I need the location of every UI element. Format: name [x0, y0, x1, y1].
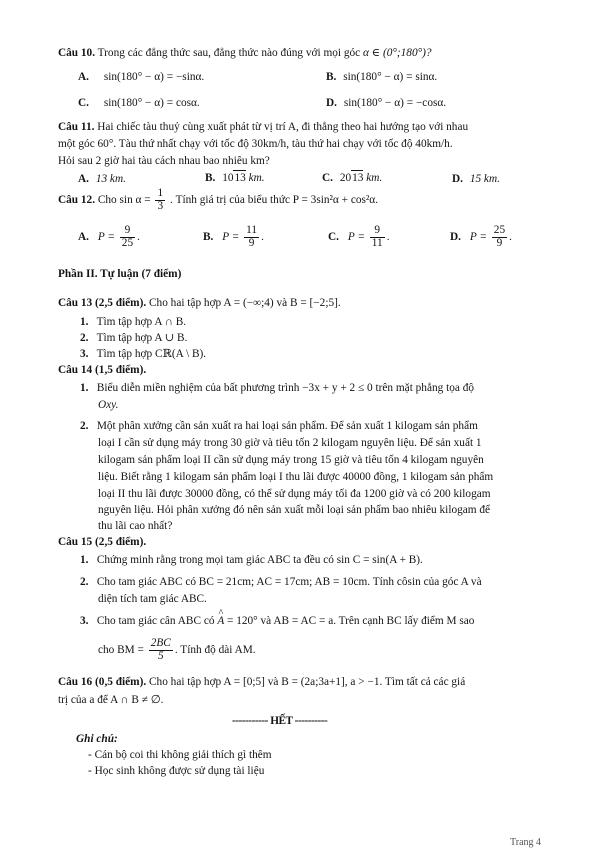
question-text: . Tính giá trị của biểu thức P = 3sin²α + cos²α.: [169, 193, 379, 206]
subitem-text: Một phân xưởng cần sản xuất ra hai loại sản phẩm. Để sản xuất 1 kilogam sản phẩm: [96, 420, 478, 432]
option-d: [326, 96, 446, 111]
option-text: sin(180° − α) = cosα.: [103, 97, 200, 109]
subitem-text: Tìm tập hợp A ∩ B.: [96, 316, 187, 328]
question-10: [58, 46, 432, 61]
option-label: B.: [326, 71, 337, 83]
option-text: km.: [245, 172, 265, 184]
note-item: - Học sinh không được sử dụng tài liệu: [88, 765, 265, 777]
subitem-number: 2.: [80, 420, 89, 432]
subitem-text: liệu. Biết rằng 1 kilogam sản phẩm loại I thu lãi được 40000 đồng, 1 kilogam sản phẩm: [98, 471, 494, 483]
fraction: [155, 188, 165, 213]
question-text: Hai chiếc tàu thuỷ cùng xuất phát từ vị trí A, đi thẳng theo hai hướng tạo với nhau: [97, 121, 469, 133]
subitem-number: 1.: [80, 316, 89, 328]
subitem-number: 2.: [80, 576, 89, 588]
option-d: [452, 172, 500, 187]
subitem-text: Cho tam giác ABC có BC = 21cm; AC = 17cm; AB = 10cm. Tính côsin của góc A và: [96, 576, 482, 588]
subitem-text: cho BM =: [98, 643, 144, 656]
question-label: Câu 13 (2,5 điểm).: [58, 297, 147, 309]
option-a: A. P = $\frac{9}{25}$ .: [78, 224, 140, 249]
fraction-numerator: 11: [246, 224, 258, 236]
sqrt-radicand: 13: [234, 172, 246, 184]
fraction-numerator: 25: [493, 224, 506, 236]
subitem: [80, 553, 423, 568]
option-b: [205, 170, 265, 186]
option-text: P =: [469, 230, 487, 243]
end-marker: ----------- HẾT ----------: [232, 715, 328, 727]
option-label: A.: [78, 173, 89, 185]
fraction-numerator: 9: [374, 224, 381, 236]
option-label: D.: [326, 97, 337, 109]
option-text: P =: [97, 230, 115, 243]
question-13: [58, 296, 341, 311]
fraction: [370, 225, 385, 250]
option-a: [78, 172, 126, 187]
question-text: Trong các đẳng thức sau, đẳng thức nào đúng với mọi góc: [97, 47, 361, 59]
note-item: - Cán bộ coi thi không giải thích gì thêm: [88, 749, 272, 761]
subitem: [80, 419, 478, 434]
subitem-number: 3.: [80, 348, 89, 360]
option-c: C. P = $\frac{9}{11}$ .: [328, 224, 390, 249]
subitem-text: Chứng minh rằng trong mọi tam giác ABC ta đều có sin C = sin(A + B).: [96, 554, 423, 566]
subitem-number: 2.: [80, 332, 89, 344]
subitem-text: Tìm tập hợp Cℝ(A \ B).: [96, 348, 207, 360]
option-label: C.: [328, 230, 339, 243]
section-heading: Phần II. Tự luận (7 điểm): [58, 268, 182, 280]
subitem-text: Tìm tập hợp A ∪ B.: [96, 332, 188, 344]
fraction-denominator: 9: [492, 237, 507, 250]
fraction: [244, 225, 259, 250]
question-12: [58, 188, 378, 213]
subitem-text: = 120° và AB = AC = a. Trên cạnh BC lấy điểm M sao: [227, 615, 475, 627]
subitem-continued: [98, 638, 256, 663]
question-15-label: Câu 15 (2,5 điểm).: [58, 536, 147, 548]
fraction-numerator: 1: [157, 187, 164, 199]
subitem-text: nguyên liệu. Hỏi phân xưởng đó nên sản xuất mỗi loại sản phẩm bao nhiêu kilogam để: [98, 504, 491, 516]
option-c: [78, 96, 200, 111]
fraction-numerator: 2BC: [150, 637, 171, 649]
subitem: [80, 315, 186, 330]
option-label: D.: [450, 230, 461, 243]
subitem: [80, 331, 187, 346]
subitem-text: kilogam sản phẩm loại II cần sử dụng máy trong 15 giờ và tiêu tốn 4 kilogam nguyên: [98, 454, 484, 466]
option-label: A.: [78, 71, 89, 83]
question-label: Câu 12.: [58, 193, 96, 206]
option-b: B. P = $\frac{11}{9}$ .: [203, 224, 264, 249]
subitem-number: 3.: [80, 615, 89, 627]
option-label: A.: [78, 230, 89, 243]
angle-hat-symbol: ^ A: [217, 614, 224, 629]
option-c: [322, 170, 382, 186]
question-text: Cho hai tập hợp A = (−∞;4) và B = [−2;5].: [149, 297, 341, 309]
question-text: Cho hai tập hợp A = [0;5] và B = (2a;3a+1], a > −1. Tìm tất cả các giá: [149, 676, 466, 688]
option-label: C.: [322, 172, 333, 184]
subitem-number: 1.: [80, 554, 89, 566]
question-label: Câu 10.: [58, 47, 96, 59]
question-16: [58, 675, 465, 690]
option-label: B.: [205, 172, 216, 184]
subitem-text: loại II thu lãi được 30000 đồng, có thể sử dụng máy tối đa 1200 giờ và có 200 kilogam: [98, 488, 491, 500]
option-text: sin(180° − α) = sinα.: [343, 71, 438, 83]
fraction-denominator: 5: [149, 650, 173, 663]
subitem-text: Oxy.: [98, 399, 119, 411]
option-label: D.: [452, 173, 463, 185]
fraction-denominator: 25: [121, 236, 134, 249]
question-label: Câu 16 (0,5 điểm).: [58, 676, 147, 688]
question-text: trị của a để A ∩ B ≠ ∅.: [58, 694, 164, 706]
question-14-label: Câu 14 (1,5 điểm).: [58, 364, 147, 376]
question-text: Hỏi sau 2 giờ hai tàu cách nhau bao nhiêu km?: [58, 155, 270, 167]
notes-title: Ghi chú:: [76, 733, 118, 745]
subitem: [80, 347, 206, 362]
fraction-numerator: 9: [124, 224, 131, 236]
fraction-denominator: 11: [371, 236, 383, 249]
option-text: P =: [222, 230, 240, 243]
option-text: sin(180° − α) = −cosα.: [343, 97, 447, 109]
subitem-text: Biểu diễn miền nghiệm của bất phương trình −3x + y + 2 ≤ 0 trên mặt phẳng tọa độ: [96, 382, 475, 394]
question-label: Câu 11.: [58, 121, 95, 133]
fraction: [492, 225, 507, 250]
question-text: một góc 60°. Tàu thứ nhất chạy với tốc độ 30km/h, tàu thứ hai chạy với tốc độ 40km/h.: [58, 138, 453, 150]
fraction: [149, 638, 173, 663]
option-text: 20: [339, 172, 352, 184]
question-11: [58, 120, 468, 135]
subitem-text: . Tính độ dài AM.: [174, 643, 256, 656]
question-condition: α ∈ (0°;180°)?: [363, 47, 432, 59]
option-d: D. P = $\frac{25}{9}$ .: [450, 224, 512, 249]
option-text: 13 km.: [95, 173, 126, 185]
page-number: Trang 4: [510, 837, 542, 848]
option-label: B.: [203, 230, 214, 243]
fraction: [120, 225, 135, 250]
option-text: 15 km.: [469, 173, 500, 185]
subitem-text: Cho tam giác cân ABC có: [96, 615, 215, 627]
fraction-denominator: 3: [157, 199, 164, 212]
subitem: [80, 614, 474, 629]
option-text: P =: [347, 230, 365, 243]
subitem: [80, 381, 474, 396]
fraction-denominator: 9: [244, 237, 259, 250]
subitem-text: diện tích tam giác ABC.: [98, 593, 207, 605]
subitem-text: thu lãi cao nhất?: [98, 520, 173, 532]
option-text: 10: [222, 172, 234, 184]
sqrt-radicand: 13: [352, 172, 364, 184]
option-b: [326, 70, 437, 85]
option-a: [78, 70, 204, 85]
option-text: km.: [363, 172, 383, 184]
option-label: C.: [78, 97, 89, 109]
question-text: Cho sin α =: [97, 193, 151, 206]
option-text: sin(180° − α) = −sinα.: [103, 71, 205, 83]
subitem-number: 1.: [80, 382, 89, 394]
subitem-text: loại I cần sử dụng máy trong 30 giờ và tiêu tốn 2 kilogam nguyên liệu. Để sản xuất 1: [98, 437, 482, 449]
subitem: [80, 575, 482, 590]
